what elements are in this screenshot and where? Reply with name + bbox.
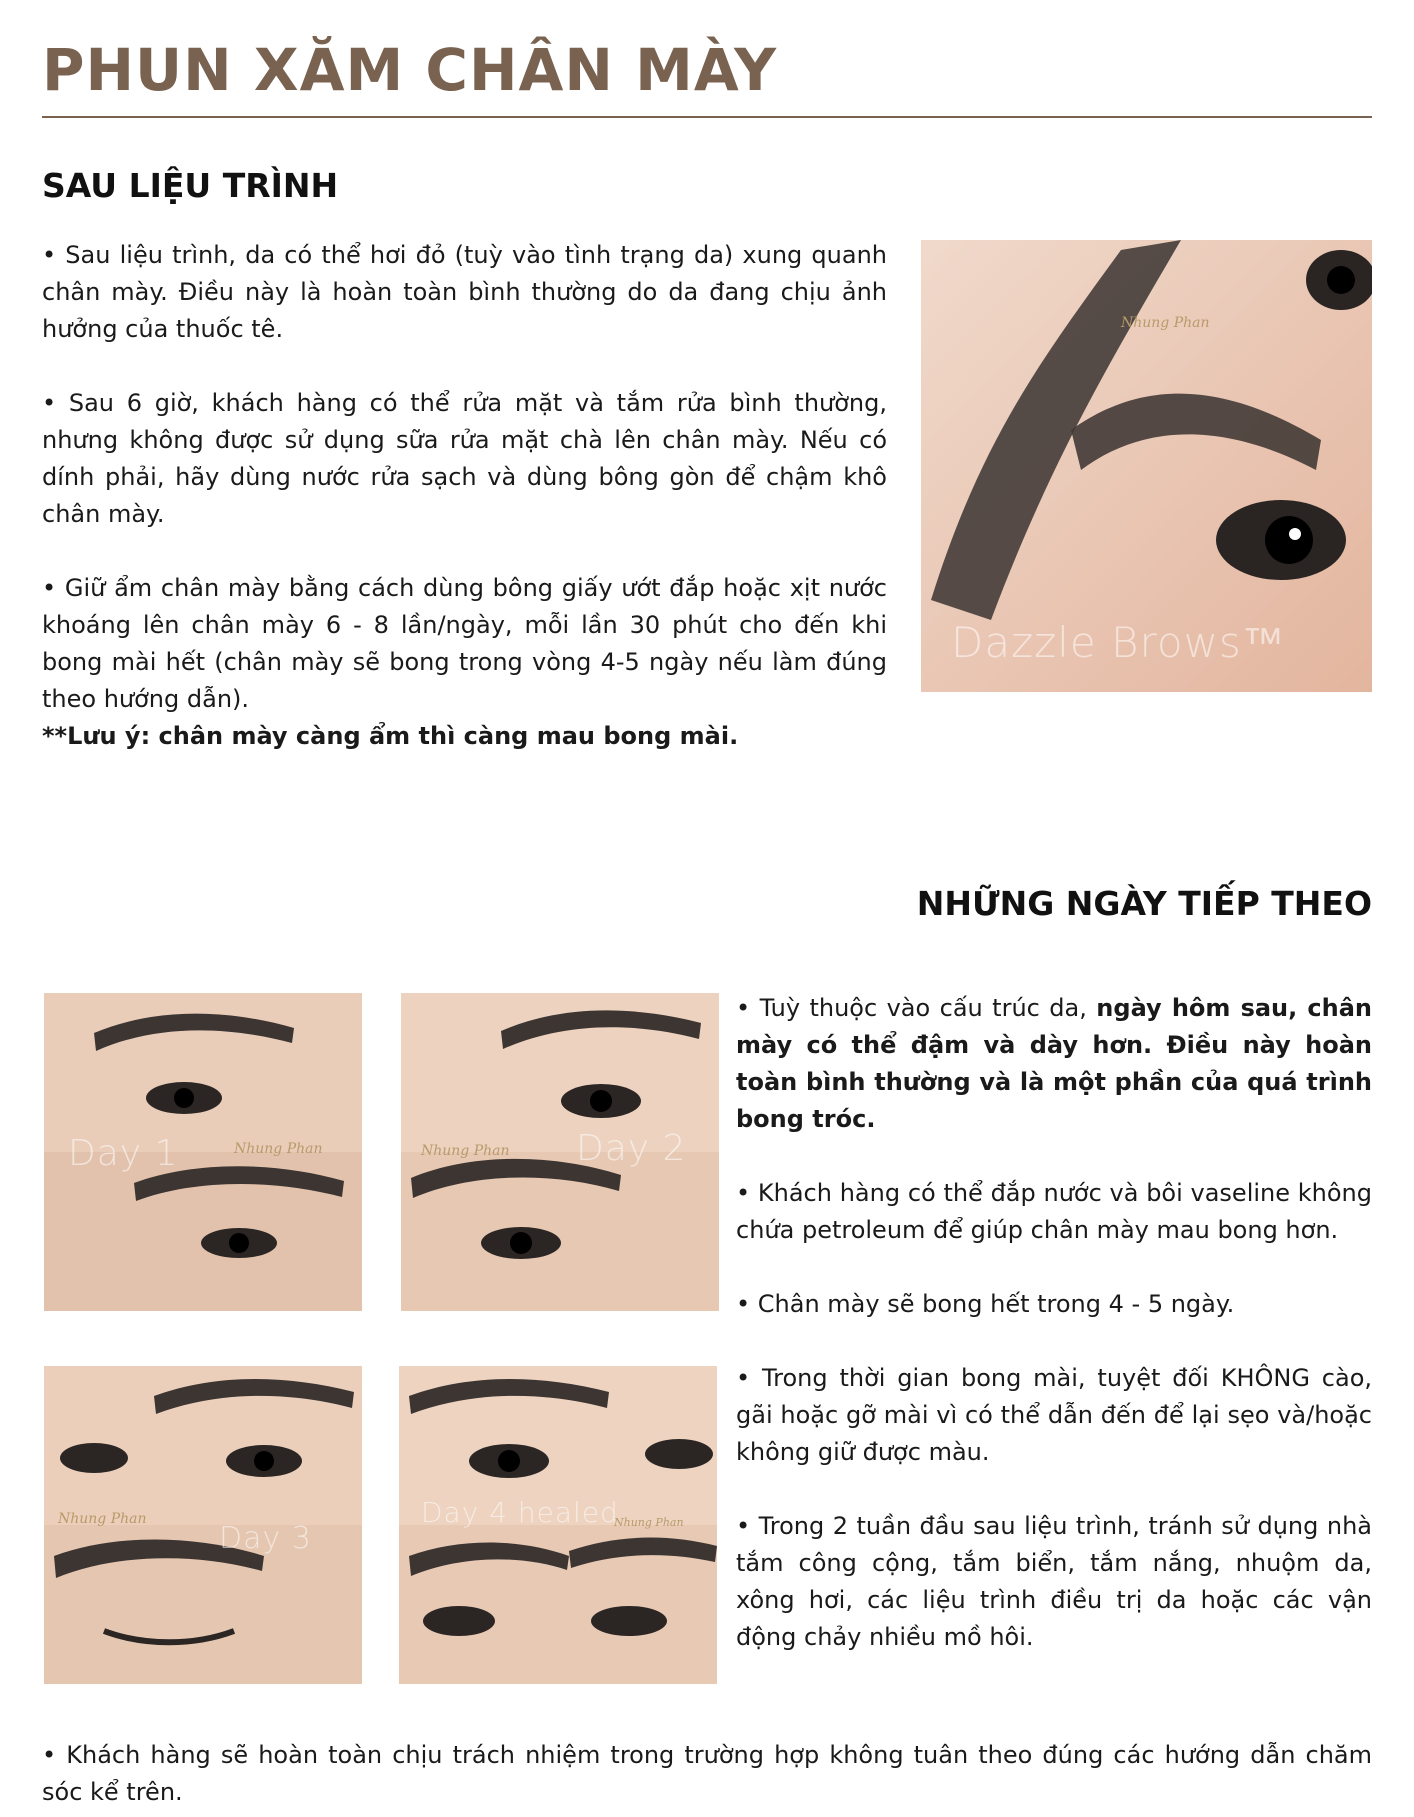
day-label: Day 1 bbox=[68, 1133, 179, 1174]
following-days-paragraph-3: • Chân mày sẽ bong hết trong 4 - 5 ngày. bbox=[736, 1290, 1235, 1318]
nhung-phan-logo: Nhung Phan bbox=[234, 1141, 323, 1157]
section-heading-after-treatment: SAU LIỆU TRÌNH bbox=[42, 166, 339, 205]
after-treatment-paragraph-3: • Giữ ẩm chân mày bằng cách dùng bông giấy ướt đắp hoặc xịt nước khoáng lên chân mày 6 - 8 lần/ngày, mỗi lần 30 phút cho đến khi bong mài hết (chân mày sẽ bong trong vòng 4-5 ngày nếu làm đúng theo hướng dẫn). bbox=[42, 574, 887, 713]
nhung-phan-logo: Nhung Phan bbox=[58, 1511, 147, 1527]
nhung-phan-logo: Nhung Phan bbox=[421, 1143, 510, 1159]
day-1-photo bbox=[44, 993, 362, 1311]
day-3-photo bbox=[44, 1366, 362, 1684]
following-days-text bbox=[736, 990, 1372, 1656]
following-days-paragraph-4: • Trong thời gian bong mài, tuyệt đối KHÔNG cào, gãi hoặc gỡ mài vì có thể dẫn đến để lại sẹo và/hoặc không giữ được màu. bbox=[736, 1364, 1372, 1466]
title-divider bbox=[42, 116, 1372, 118]
following-days-paragraph-5: • Trong 2 tuần đầu sau liệu trình, tránh sử dụng nhà tắm công cộng, tắm biển, tắm nắng, nhuộm da, xông hơi, các liệu trình điều trị da hoặc các vận động chảy nhiều mồ hôi. bbox=[736, 1512, 1372, 1651]
following-days-paragraph-2: • Khách hàng có thể đắp nước và bôi vaseline không chứa petroleum để giúp chân mày mau bong hơn. bbox=[736, 1179, 1372, 1244]
responsibility-note: • Khách hàng sẽ hoàn toàn chịu trách nhiệm trong trường hợp không tuân theo đúng các hướng dẫn chăm sóc kể trên. bbox=[42, 1741, 1372, 1806]
page-title: PHUN XĂM CHÂN MÀY bbox=[42, 36, 778, 104]
day-label: Day 4 healed bbox=[421, 1496, 619, 1529]
day-label: Day 2 bbox=[576, 1128, 687, 1169]
after-treatment-paragraph-1: • Sau liệu trình, da có thể hơi đỏ (tuỳ vào tình trạng da) xung quanh chân mày. Điều này là hoàn toàn bình thường do da đang chịu ảnh hưởng của thuốc tê. bbox=[42, 241, 887, 343]
day-label: Day 3 bbox=[219, 1521, 312, 1556]
following-days-paragraph-1: • Tuỳ thuộc vào cấu trúc da, ngày hôm sau, chân mày có thể đậm và dày hơn. Điều này hoàn toàn bình thường và là một phần của quá trình bong tróc. bbox=[736, 994, 1372, 1133]
brow-closeup-photo bbox=[921, 240, 1372, 692]
nhung-phan-logo: Nhung Phan bbox=[614, 1516, 684, 1529]
after-treatment-text bbox=[42, 237, 887, 755]
nhung-phan-logo: Nhung Phan bbox=[1121, 315, 1210, 331]
photo-watermark: Dazzle Brows™ bbox=[951, 618, 1285, 667]
after-treatment-note: **Lưu ý: chân mày càng ẩm thì càng mau bong mài. bbox=[42, 722, 739, 750]
after-treatment-paragraph-2: • Sau 6 giờ, khách hàng có thể rửa mặt và tắm rửa bình thường, nhưng không được sử dụng sữa rửa mặt chà lên chân mày. Nếu có dính phải, hãy dùng nước rửa sạch và dùng bông gòn để chậm khô chân mày. bbox=[42, 389, 887, 528]
day-4-healed-photo bbox=[399, 1366, 717, 1684]
section-heading-following-days: NHỮNG NGÀY TIẾP THEO bbox=[916, 884, 1372, 923]
day-2-photo bbox=[401, 993, 719, 1311]
